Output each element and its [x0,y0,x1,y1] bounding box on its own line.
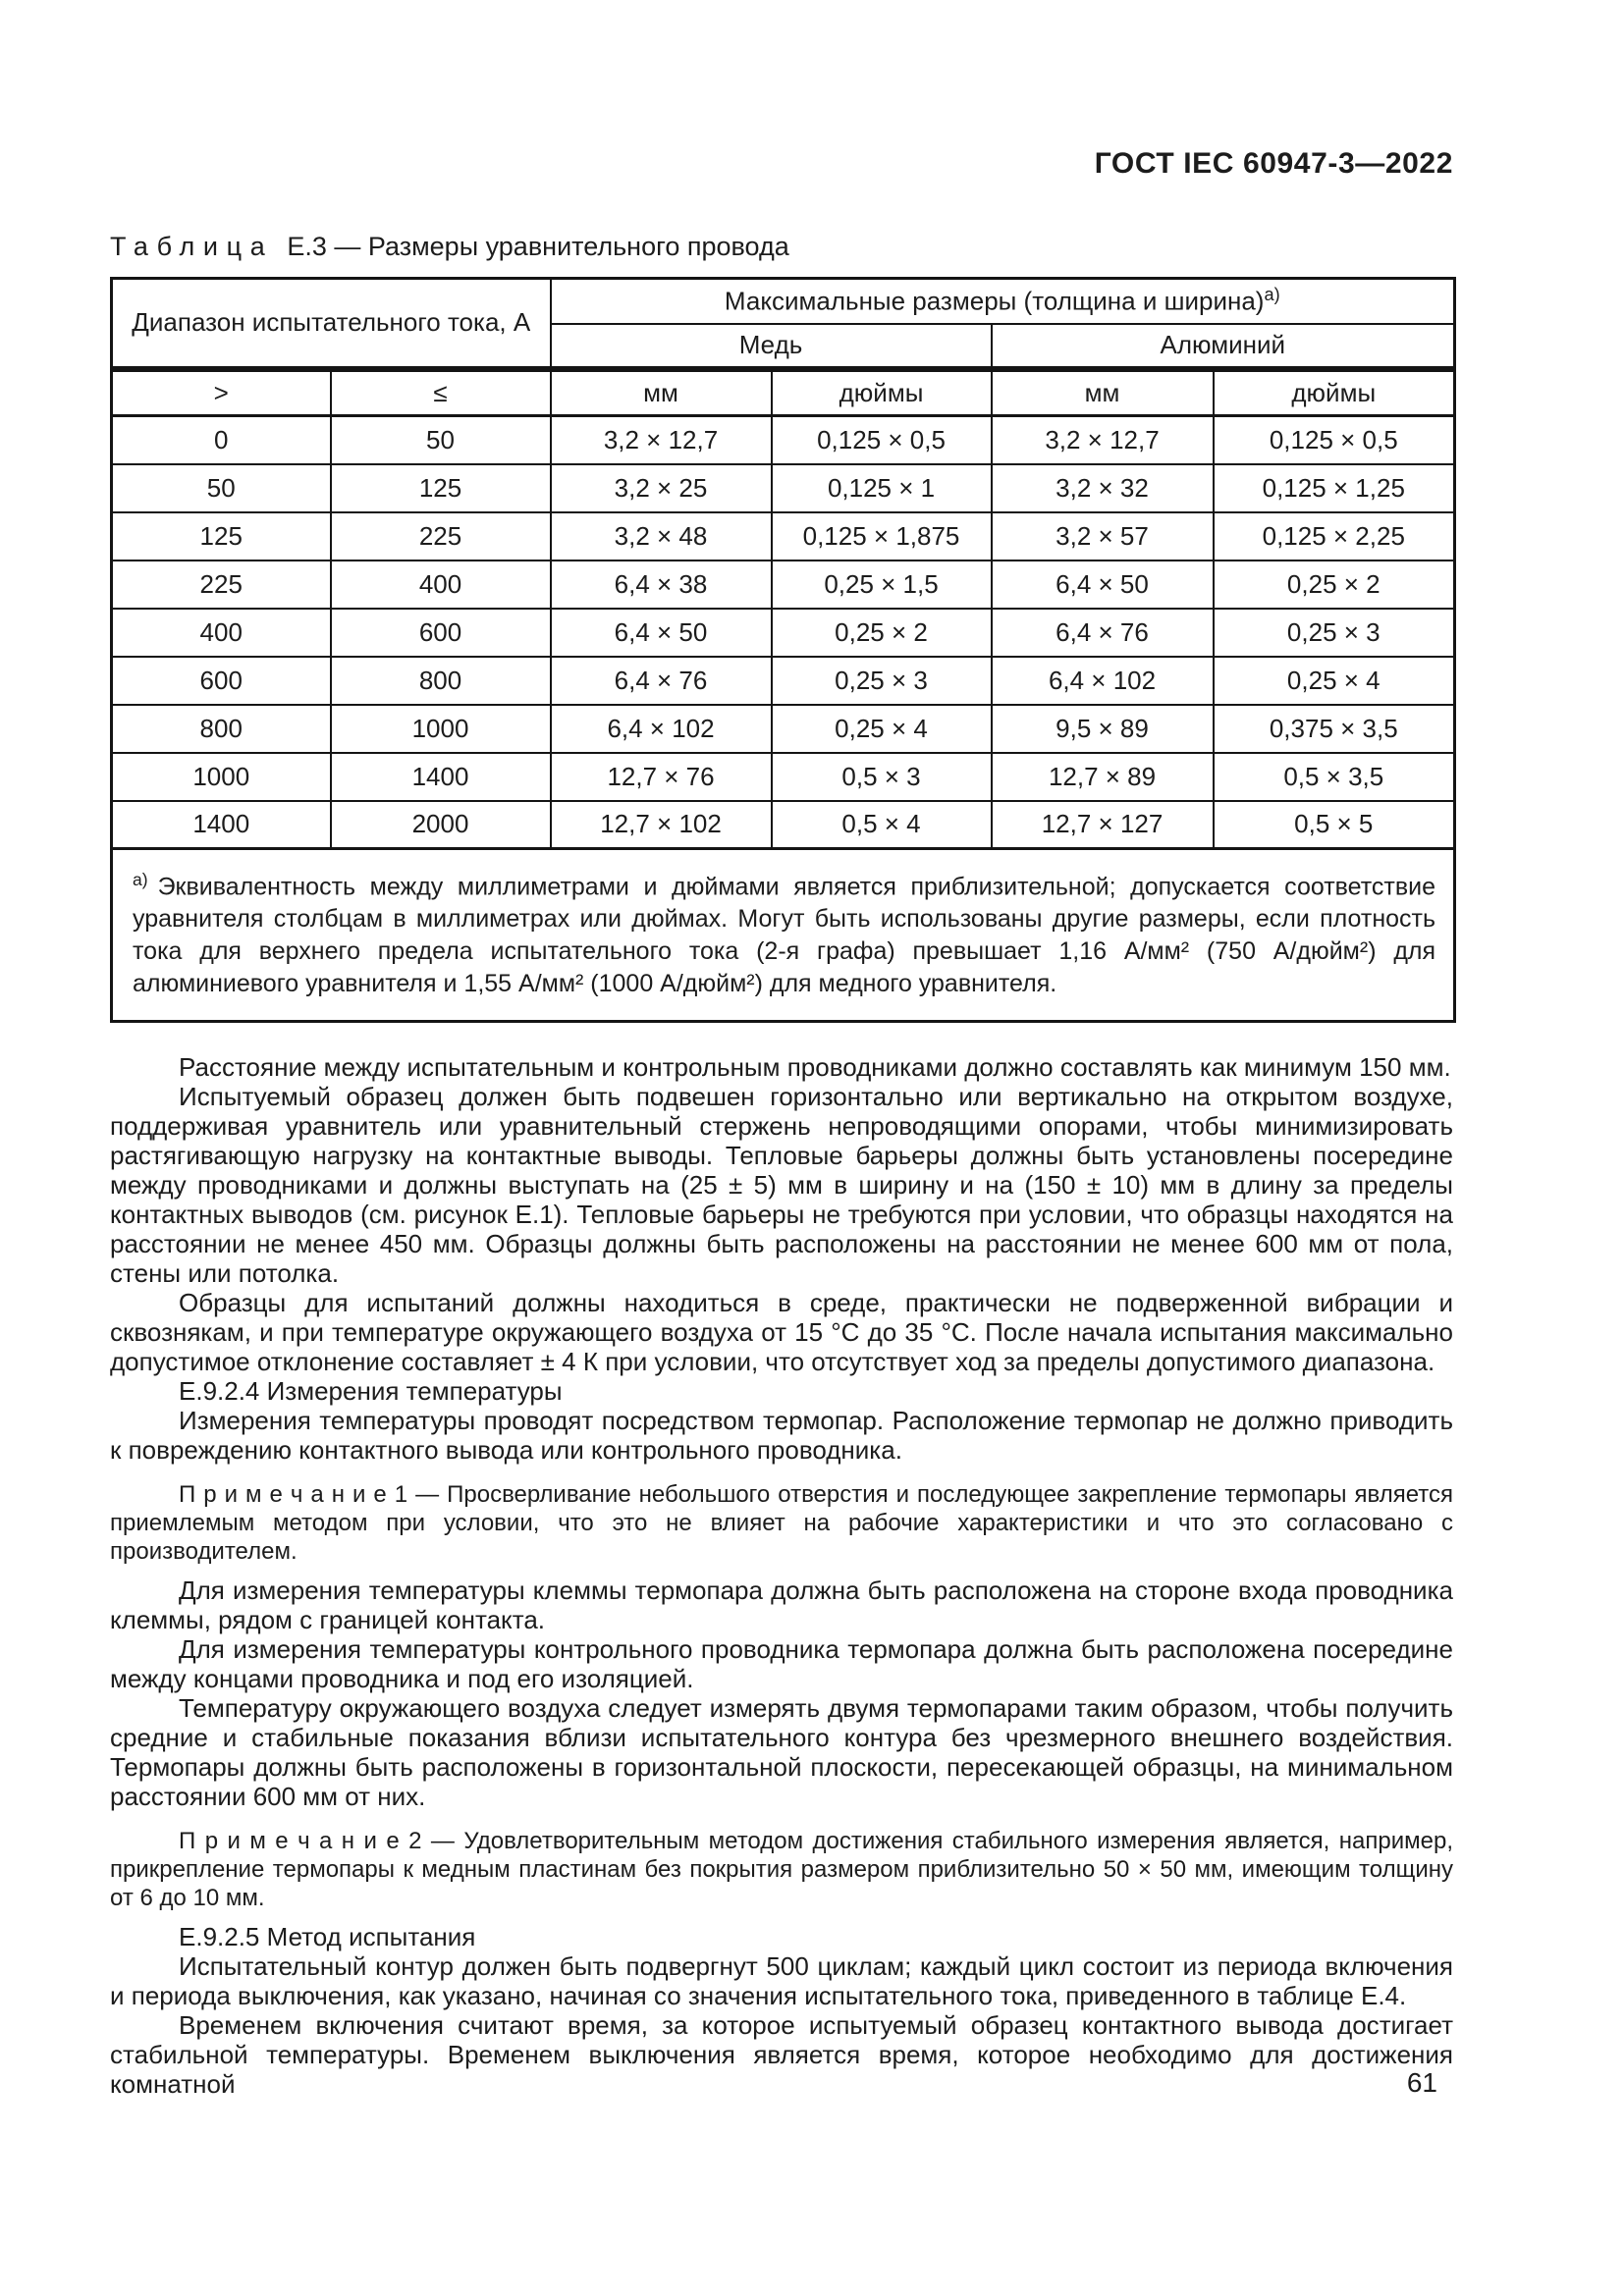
header-mm-aluminium: мм [992,369,1214,416]
table-cell: 225 [331,512,551,561]
table-row [112,801,1455,849]
body-paragraph: Образцы для испытаний должны находиться в среде, практически не подверженной вибрации и сквознякам, и при температуре окружающего воздуха от 15 °С до 35 °С. После начала испытания максимально допустимое отклонение составляет ± 4 К при условии, что отсутствует ход за пределы допустимого диапазона. [110,1288,1453,1377]
body-paragraph: Температуру окружающего воздуха следует измерять двумя термопарами таким образом, чтобы получить средние и стабильные показания вблизи испытательного контура без чрезмерного внешнего воздействия. Термопары должны быть расположены в горизонтальной плоскости, пересекающей образцы, на минимальном расстоянии 600 мм от них. [110,1693,1453,1812]
table-cell: 3,2 × 32 [992,464,1214,512]
table-cell: 0,125 × 0,5 [772,416,992,464]
note-paragraph: П р и м е ч а н и е 1 — Просверливание небольшого отверстия и последующее закрепление термопары является приемлемым методом при условии, что это не влияет на рабочие характеристики и что это согласовано с производителем. [110,1481,1453,1566]
table-cell: 3,2 × 48 [551,512,772,561]
table-row [112,416,1455,464]
table-cell: 0,125 × 1,875 [772,512,992,561]
table-caption-title: Е.3 — Размеры уравнительного провода [287,232,789,261]
table-cell: 0,125 × 0,5 [1214,416,1455,464]
table-caption [110,232,1453,261]
table-cell: 3,2 × 12,7 [551,416,772,464]
table-cell: 0,125 × 1,25 [1214,464,1455,512]
table-cell: 12,7 × 102 [551,801,772,849]
table-cell: 0,125 × 2,25 [1214,512,1455,561]
table-cell: 12,7 × 127 [992,801,1214,849]
table-head [112,279,1455,416]
body-paragraph: Временем включения считают время, за которое испытуемый образец контактного вывода достигает стабильной температуры. Временем выключения является время, которое необходимо для достижения комнатной [110,2010,1453,2100]
header-max-dimensions [551,279,1455,324]
table-cell: 0,375 × 3,5 [1214,705,1455,753]
note-paragraph: П р и м е ч а н и е 2 — Удовлетворительным методом достижения стабильного измерения является, например, прикрепление термопары к медным пластинам без покрытия размером приблизительно 50 × 50 мм, имеющим толщину от 6 до 10 мм. [110,1828,1453,1912]
clause-heading: Е.9.2.5 Метод испытания [179,1922,476,1952]
table-caption-label: Таблица [110,232,274,261]
table-row [112,464,1455,512]
table-cell: 6,4 × 76 [992,609,1214,657]
table-cell: 125 [112,512,331,561]
table-cell: 0,5 × 4 [772,801,992,849]
footnote-text: Эквивалентность между миллиметрами и дюймами является приблизительной; допускается соответствие уравнителя столбцам в миллиметрах или дюймах. Могут быть использованы другие размеры, если плотность тока для верхнего предела испытательного тока (2-я графа) превышает 1,16 А/мм² (750 А/дюйм²) для алюминиевого уравнителя и 1,55 А/мм² (1000 А/дюйм²) для медного уравнителя. [133,873,1436,998]
table-cell: 125 [331,464,551,512]
equalizer-dimensions-table [110,277,1456,1023]
table-cell: 0 [112,416,331,464]
table-cell: 800 [112,705,331,753]
table-cell: 1400 [112,801,331,849]
header-inches-copper: дюймы [772,369,992,416]
body-paragraphs [110,1052,1453,2099]
table-cell: 3,2 × 57 [992,512,1214,561]
header-max-dimensions-text: Максимальные размеры (толщина и ширина) [724,287,1265,317]
header-greater-than: > [112,369,331,416]
table-cell: 6,4 × 50 [551,609,772,657]
table-cell: 0,5 × 5 [1214,801,1455,849]
table-cell: 0,125 × 1 [772,464,992,512]
footnote-marker-superscript: а) [1264,285,1280,305]
table-cell: 0,5 × 3,5 [1214,753,1455,801]
table-cell: 0,25 × 2 [1214,561,1455,609]
table-cell: 2000 [331,801,551,849]
table-cell: 0,25 × 2 [772,609,992,657]
table-row [112,561,1455,609]
table-cell: 3,2 × 12,7 [992,416,1214,464]
table-cell: 0,25 × 3 [772,657,992,705]
table-cell: 6,4 × 76 [551,657,772,705]
table-cell: 6,4 × 102 [992,657,1214,705]
body-paragraph: Испытательный контур должен быть подвергнут 500 циклам; каждый цикл состоит из периода включения и периода выключения, как указано, начиная со значения испытательного тока, приведенного в таблице Е.4. [110,1951,1453,2011]
table-cell: 800 [331,657,551,705]
table-cell: 0,25 × 4 [1214,657,1455,705]
table-footnote-row [112,849,1455,1022]
table-cell: 400 [331,561,551,609]
table-cell: 9,5 × 89 [992,705,1214,753]
table-footnote [112,849,1455,1022]
table-row [112,609,1455,657]
body-paragraph: Для измерения температуры клеммы термопара должна быть расположена на стороне входа проводника клеммы, рядом с границей контакта. [110,1575,1453,1635]
table-cell: 600 [112,657,331,705]
header-inches-aluminium: дюймы [1214,369,1455,416]
table-cell: 400 [112,609,331,657]
table-cell: 0,25 × 4 [772,705,992,753]
table-cell: 0,25 × 3 [1214,609,1455,657]
table-cell: 3,2 × 25 [551,464,772,512]
table-cell: 6,4 × 50 [992,561,1214,609]
table-header-row-units [112,369,1455,416]
header-copper: Медь [551,324,992,369]
table-row [112,512,1455,561]
header-aluminium: Алюминий [992,324,1455,369]
table-cell: 6,4 × 38 [551,561,772,609]
table-cell: 1000 [112,753,331,801]
body-paragraph: Измерения температуры проводят посредством термопар. Расположение термопар не должно приводить к повреждению контактного вывода или контрольного проводника. [110,1406,1453,1466]
table-footnote-section [112,849,1455,1022]
table-cell: 225 [112,561,331,609]
page-number: 61 [1406,2067,1437,2098]
table-row [112,657,1455,705]
table-cell: 12,7 × 89 [992,753,1214,801]
table-cell: 600 [331,609,551,657]
table-cell: 1000 [331,705,551,753]
table-body [112,416,1455,849]
table-cell: 50 [331,416,551,464]
table-cell: 1400 [331,753,551,801]
table-cell: 0,25 × 1,5 [772,561,992,609]
table-row [112,705,1455,753]
header-less-equal: ≤ [331,369,551,416]
header-mm-copper: мм [551,369,772,416]
document-header: ГОСТ IEC 60947-3—2022 [1094,147,1453,180]
header-current-range: Диапазон испытательного тока, А [112,279,551,369]
body-paragraph: Испытуемый образец должен быть подвешен горизонтально или вертикально на открытом воздухе, поддерживая уравнитель или уравнительный стержень непроводящими опорами, чтобы минимизировать растягивающую нагрузку на контактные выводы. Тепловые барьеры должны быть установлены посередине между проводниками и должны выступать на (25 ± 5) мм в ширину и на (150 ± 10) мм в длину за пределы контактных выводов (см. рисунок Е.1). Тепловые барьеры не требуются при условии, что образцы находятся на расстоянии не менее 450 мм. Образцы должны быть расположены на расстоянии не менее 600 мм от пола, стены или потолка. [110,1082,1453,1289]
table-cell: 12,7 × 76 [551,753,772,801]
table-row [112,753,1455,801]
table-cell: 0,5 × 3 [772,753,992,801]
table-cell: 6,4 × 102 [551,705,772,753]
footnote-marker: а) [133,870,148,889]
body-paragraph: Для измерения температуры контрольного проводника термопара должна быть расположена посередине между концами проводника и под его изоляцией. [110,1634,1453,1694]
clause-heading: Е.9.2.4 Измерения температуры [179,1376,563,1407]
table-header-row-1 [112,279,1455,324]
body-paragraph: Расстояние между испытательным и контрольным проводниками должно составлять как минимум 150 мм. [179,1052,1451,1083]
table-cell: 50 [112,464,331,512]
